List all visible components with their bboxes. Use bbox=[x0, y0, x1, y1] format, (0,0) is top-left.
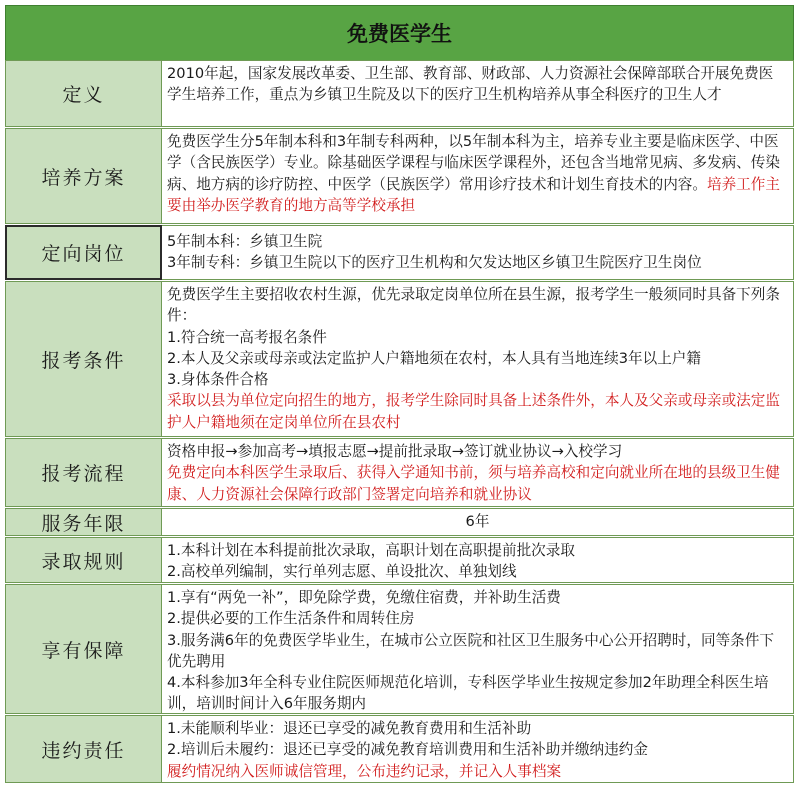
row-label-assigned-post: 定向岗位 bbox=[5, 225, 162, 280]
content-line: 2010年起，国家发展改革委、卫生部、教育部、财政部、人力资源社会保障部联合开展免费医学生培养工作，重点为乡镇卫生院及以下的医疗卫生机构培养从事全科医疗的卫生人才 bbox=[167, 65, 774, 104]
row-label-definition: 定义 bbox=[5, 60, 162, 127]
row-benefits bbox=[5, 584, 794, 714]
row-content-breach-liability bbox=[162, 715, 794, 783]
row-content-benefits bbox=[162, 584, 794, 714]
row-label-breach-liability: 违约责任 bbox=[5, 715, 162, 783]
row-content-admission-rules bbox=[162, 537, 794, 583]
row-training-plan bbox=[5, 128, 794, 224]
row-content-service-years: 6年 bbox=[162, 508, 794, 536]
content-line: 2.培训后未履约：退还已享受的减免教育培训费用和生活补助并缴纳违约金 bbox=[167, 741, 648, 759]
row-label-training-plan: 培养方案 bbox=[5, 128, 162, 224]
content-highlight: 采取以县为单位定向招生的地方，报考学生除同时具备上述条件外，本人及父亲或母亲或法定监护人户籍地须在定岗单位所在县农村 bbox=[167, 392, 780, 431]
policy-table bbox=[1, 1, 797, 783]
row-service-years bbox=[5, 508, 794, 536]
row-application-process bbox=[5, 438, 794, 507]
content-highlight: 免费定向本科医学生录取后、获得入学通知书前，须与培养高校和定向就业所在地的县级卫生健康、人力资源社会保障行政部门签署定向培养和就业协议 bbox=[167, 464, 780, 503]
row-label-eligibility: 报考条件 bbox=[5, 281, 162, 437]
row-admission-rules bbox=[5, 537, 794, 583]
row-assigned-post bbox=[5, 225, 794, 280]
content-line: 免费医学生主要招收农村生源，优先录取定岗单位所在县生源，报考学生一般须同时具备下列条件： bbox=[167, 286, 780, 325]
content-line: 3年制专科：乡镇卫生院以下的医疗卫生机构和欠发达地区乡镇卫生院医疗卫生岗位 bbox=[167, 254, 702, 272]
content-highlight: 履约情况纳入医师诚信管理，公布违约记录，并记入人事档案 bbox=[167, 762, 562, 780]
content-line: 2.提供必要的工作生活条件和周转住房 bbox=[167, 610, 415, 628]
row-definition bbox=[5, 60, 794, 127]
content-line: 3.身体条件合格 bbox=[167, 371, 269, 389]
content-line: 1.未能顺利毕业：退还已享受的减免教育费用和生活补助 bbox=[167, 720, 532, 737]
row-breach-liability bbox=[5, 715, 794, 783]
row-content-training-plan bbox=[162, 128, 794, 224]
content-line: 4.本科参加3年全科专业住院医师规范化培训，专科医学毕业生按规定参加2年助理全科医生培训，培训时间计入6年服务期内 bbox=[167, 674, 769, 713]
row-label-application-process: 报考流程 bbox=[5, 438, 162, 507]
content-line: 1.符合统一高考报名条件 bbox=[167, 328, 327, 346]
content-line: 资格申报→参加高考→填报志愿→提前批录取→签订就业协议→入校学习 bbox=[167, 443, 623, 460]
content-line: 2.高校单列编制，实行单列志愿、单设批次、单独划线 bbox=[167, 563, 517, 581]
row-label-service-years: 服务年限 bbox=[5, 508, 162, 536]
row-content-assigned-post bbox=[162, 225, 794, 280]
row-eligibility bbox=[5, 281, 794, 437]
content-line: 3.服务满6年的免费医学毕业生，在城市公立医院和社区卫生服务中心公开招聘时，同等条件下优先聘用 bbox=[167, 631, 774, 670]
row-label-benefits: 享有保障 bbox=[5, 584, 162, 714]
content-line: 2.本人及父亲或母亲或法定监护人户籍地须在农村，本人具有当地连续3年以上户籍 bbox=[167, 349, 701, 367]
row-content-eligibility bbox=[162, 281, 794, 437]
row-content-application-process bbox=[162, 438, 794, 507]
content-highlight: 培养工作主要由举办医学教育的地方高等学校承担 bbox=[167, 175, 780, 214]
content-line: 免费医学生分5年制本科和3年制专科两种，以5年制本科为主，培养专业主要是临床医学、中医学（含民族医学）专业。除基础医学课程与临床医学课程外，还包含当地常见病、多发病、传染病、地方病的诊疗防控、中医学（民族医学）常用诊疗技术和计划生育技术的内容。 bbox=[167, 133, 780, 193]
content-line: 5年制本科：乡镇卫生院 bbox=[167, 233, 323, 250]
content-line: 1.本科计划在本科提前批次录取，高职计划在高职提前批次录取 bbox=[167, 542, 575, 559]
row-label-admission-rules: 录取规则 bbox=[5, 537, 162, 583]
content-line: 1.享有“两免一补”，即免除学费，免缴住宿费，并补助生活费 bbox=[167, 589, 561, 606]
table-title: 免费医学生 bbox=[5, 5, 794, 61]
row-content-definition bbox=[162, 60, 794, 127]
